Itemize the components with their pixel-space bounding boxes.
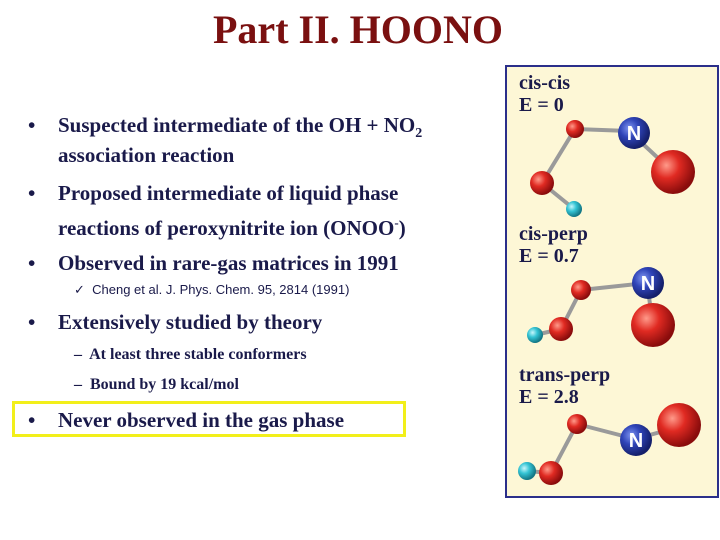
bullet-text: Extensively studied by theory — [58, 310, 323, 334]
oxygen-atom — [631, 303, 675, 347]
conformer-label-trans-perp — [519, 364, 610, 408]
hydrogen-atom — [566, 201, 582, 217]
sub-bullet-conformers — [74, 344, 307, 366]
hydrogen-atom — [518, 462, 536, 480]
bullet-dot: • — [28, 310, 36, 334]
conformer-energy: E = 0 — [519, 94, 564, 116]
reference-text: Cheng et al. J. Phys. Chem. 95, 2814 (1991) — [92, 282, 350, 297]
conformer-label-cis-cis — [519, 72, 570, 116]
bullet-dot: • — [28, 408, 36, 432]
bullet-text: Proposed intermediate of liquid phase — [58, 181, 399, 205]
oxygen-atom — [571, 280, 591, 300]
conformer-energy: E = 2.8 — [519, 386, 579, 408]
oxygen-atom — [651, 150, 695, 194]
dash-icon: – — [74, 346, 82, 363]
bullet-dot: • — [28, 113, 36, 137]
oxygen-atom — [566, 120, 584, 138]
nitrogen-label: N — [626, 123, 642, 145]
sub-bullet-bound — [74, 374, 239, 396]
line2-close: ) — [398, 216, 406, 240]
conformers-panel — [505, 65, 719, 498]
conformer-name: cis-cis — [519, 72, 571, 94]
conformer-energy: E = 0.7 — [519, 245, 579, 267]
oxygen-atom — [539, 461, 563, 485]
bullet-oh-no2-line2: association reaction — [58, 143, 235, 167]
sub-bullet-text: Bound by 19 kcal/mol — [90, 376, 239, 393]
oxygen-atom — [530, 171, 554, 195]
slide-title: Part II. HOONO — [213, 7, 503, 52]
line2-text: reactions of peroxynitrite ion (ONOO — [58, 216, 395, 240]
bullet-liquid-phase-line2 — [58, 208, 406, 243]
subscript-2: 2 — [415, 126, 423, 142]
nitrogen-label: N — [628, 430, 644, 452]
hydrogen-atom — [527, 327, 543, 343]
reference-line — [74, 281, 349, 299]
bullet-text: Suspected intermediate of the OH + NO — [58, 113, 416, 137]
bullet-text: Never observed in the gas phase — [58, 408, 345, 432]
conformer-name: trans-perp — [519, 364, 611, 386]
dash-icon: – — [74, 376, 82, 393]
oxygen-atom — [657, 403, 701, 447]
bullet-dot: • — [28, 251, 36, 275]
oxygen-atom — [567, 414, 587, 434]
superscript-minus: - — [394, 215, 399, 230]
sub-bullet-text: At least three stable conformers — [89, 346, 307, 363]
check-icon: ✓ — [74, 282, 85, 297]
conformer-label-cis-perp — [519, 223, 588, 267]
molecule-cis-perp — [527, 267, 675, 347]
conformer-name: cis-perp — [519, 223, 588, 245]
molecule-trans-perp — [518, 403, 701, 485]
oxygen-atom — [549, 317, 573, 341]
molecule-diagrams — [507, 67, 717, 496]
bullet-text: Observed in rare-gas matrices in 1991 — [58, 251, 399, 275]
bullet-dot: • — [28, 181, 36, 205]
nitrogen-label: N — [640, 273, 656, 295]
molecule-cis-cis — [530, 117, 695, 217]
